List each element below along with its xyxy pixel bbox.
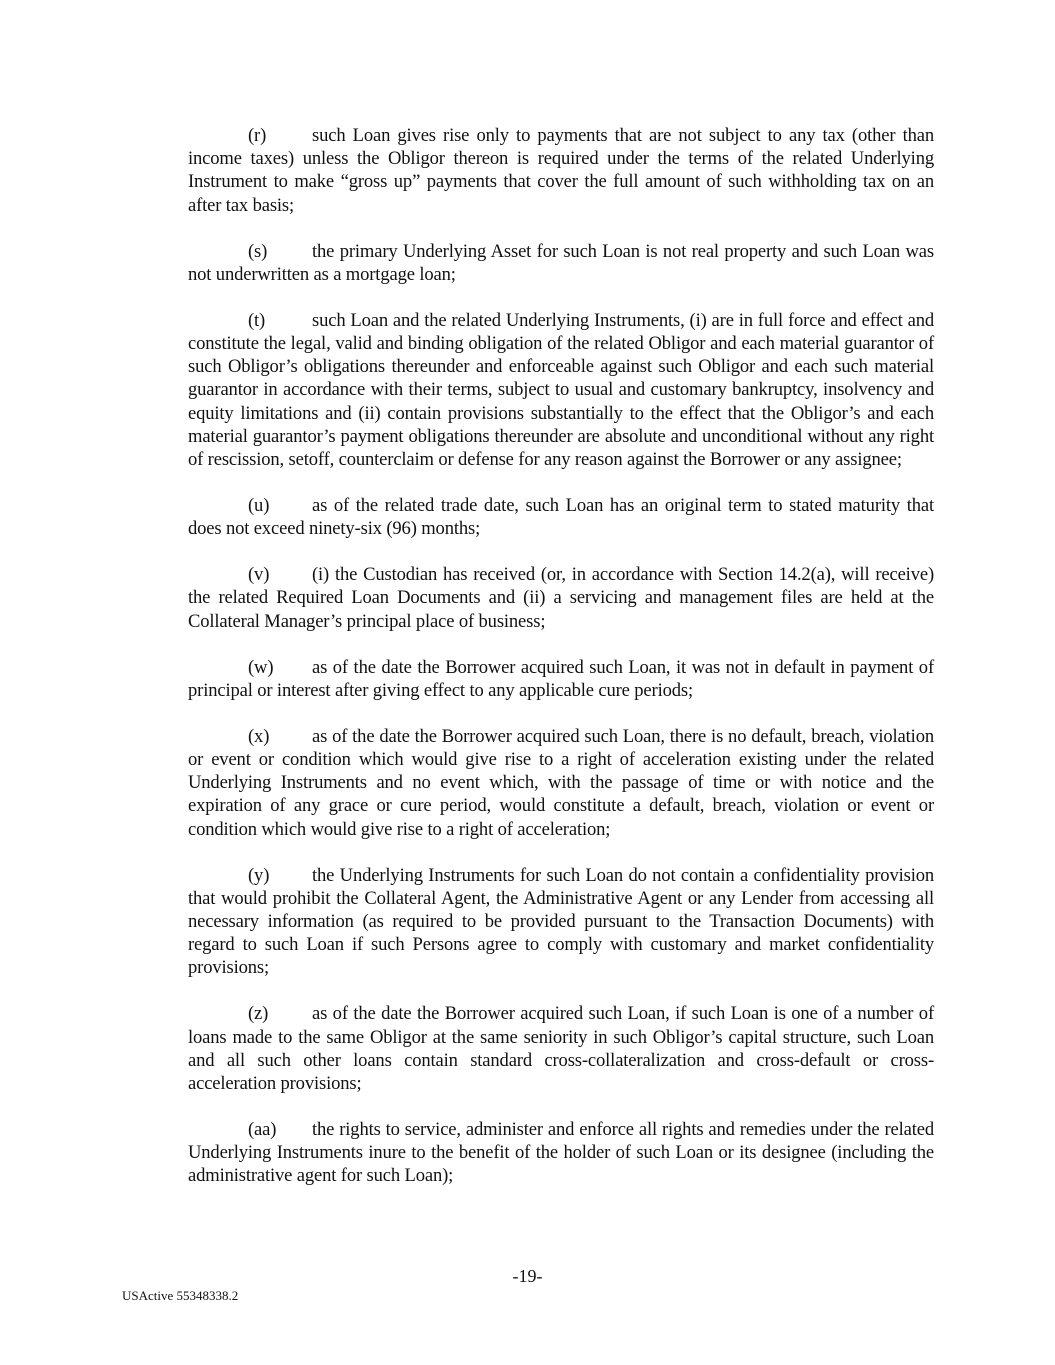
clause-text: as of the date the Borrower acquired such Loan, there is no default, breach, violation or event or condition which would give rise to a right of acceleration existing under the related Underlying Instruments and no event which, with the passage of time or with notice and the expiration of any grace or cure period, would constitute a default, breach, violation or event or condition which would give rise to a right of acceleration; — [188, 725, 934, 840]
clause-label: (z) — [248, 1003, 269, 1025]
clause-text: as of the related trade date, such Loan has an original term to stated maturity that does not exceed ninety-six (96) months; — [188, 495, 934, 540]
clause-text: such Loan gives rise only to payments that are not subject to any tax (other than income taxes) unless the Obligor thereon is required under the terms of the related Underlying Instrument to make “gross up” payments that cover the full amount of such withholding tax on an after tax basis; — [188, 125, 934, 216]
clause-text: such Loan and the related Underlying Instruments, (i) are in full force and effect and constitute the legal, valid and binding obligation of the related Obligor and each material guarantor of such Obligor’s obligations thereunder and enforceable against such Obligor and each such material guarantor in accordance with their terms, subject to usual and customary bankruptcy, insolvency and equity limitations and (ii) contain provisions substantially to the effect that the Obligor’s and each material guarantor’s payment obligations thereunder are absolute and unconditional without any right of rescission, setoff, counterclaim or defense for any reason against the Borrower or any assignee; — [188, 309, 934, 471]
clause-t — [188, 309, 934, 471]
clause-v — [188, 563, 934, 633]
clause-s — [188, 240, 934, 286]
clause-label: (v) — [248, 564, 270, 586]
clause-label: (s) — [248, 240, 268, 262]
clause-r — [188, 124, 934, 217]
clause-x — [188, 725, 934, 841]
clause-label: (r) — [248, 125, 267, 146]
clause-text: (i) the Custodian has received (or, in accordance with Section 14.2(a), will receive) the related Required Loan Documents and (ii) a servicing and management files are held at the Collateral Manager’s principal place of business; — [188, 564, 934, 632]
clause-z — [188, 1002, 934, 1095]
clause-label: (y) — [248, 864, 270, 886]
document-body — [188, 124, 934, 1210]
clause-text: the primary Underlying Asset for such Loan is not real property and such Loan was not underwritten as a mortgage loan; — [188, 240, 934, 285]
clause-text: as of the date the Borrower acquired such Loan, it was not in default in payment of principal or interest after giving effect to any applicable cure periods; — [188, 656, 934, 701]
clause-text: the rights to service, administer and enforce all rights and remedies under the related Underlying Instruments inure to the benefit of the holder of such Loan or its designee (including the administrative agent for such Loan); — [188, 1119, 934, 1187]
clause-w — [188, 656, 934, 702]
clause-aa — [188, 1118, 934, 1188]
clause-label: (u) — [248, 495, 270, 517]
clause-y — [188, 864, 934, 980]
clause-text: the Underlying Instruments for such Loan do not contain a confidentiality provision that would prohibit the Collateral Agent, the Administrative Agent or any Lender from accessing all necessary information (as required to be provided pursuant to the Transaction Documents) with regard to such Loan if such Persons agree to comply with customary and market confidentiality provisions; — [188, 864, 934, 979]
clause-label: (x) — [248, 725, 270, 747]
page-number: -19- — [512, 1266, 543, 1286]
clause-label: (w) — [248, 656, 274, 678]
clause-u — [188, 494, 934, 540]
clause-label: (aa) — [248, 1119, 277, 1141]
document-id: USActive 55348338.2 — [122, 1288, 239, 1303]
clause-text: as of the date the Borrower acquired such Loan, if such Loan is one of a number of loans made to the same Obligor at the same seniority in such Obligor’s capital structure, such Loan and all such other loans contain standard cross-collateralization and cross-default or cross-acceleration provisions; — [188, 1003, 934, 1095]
clause-label: (t) — [248, 309, 266, 331]
